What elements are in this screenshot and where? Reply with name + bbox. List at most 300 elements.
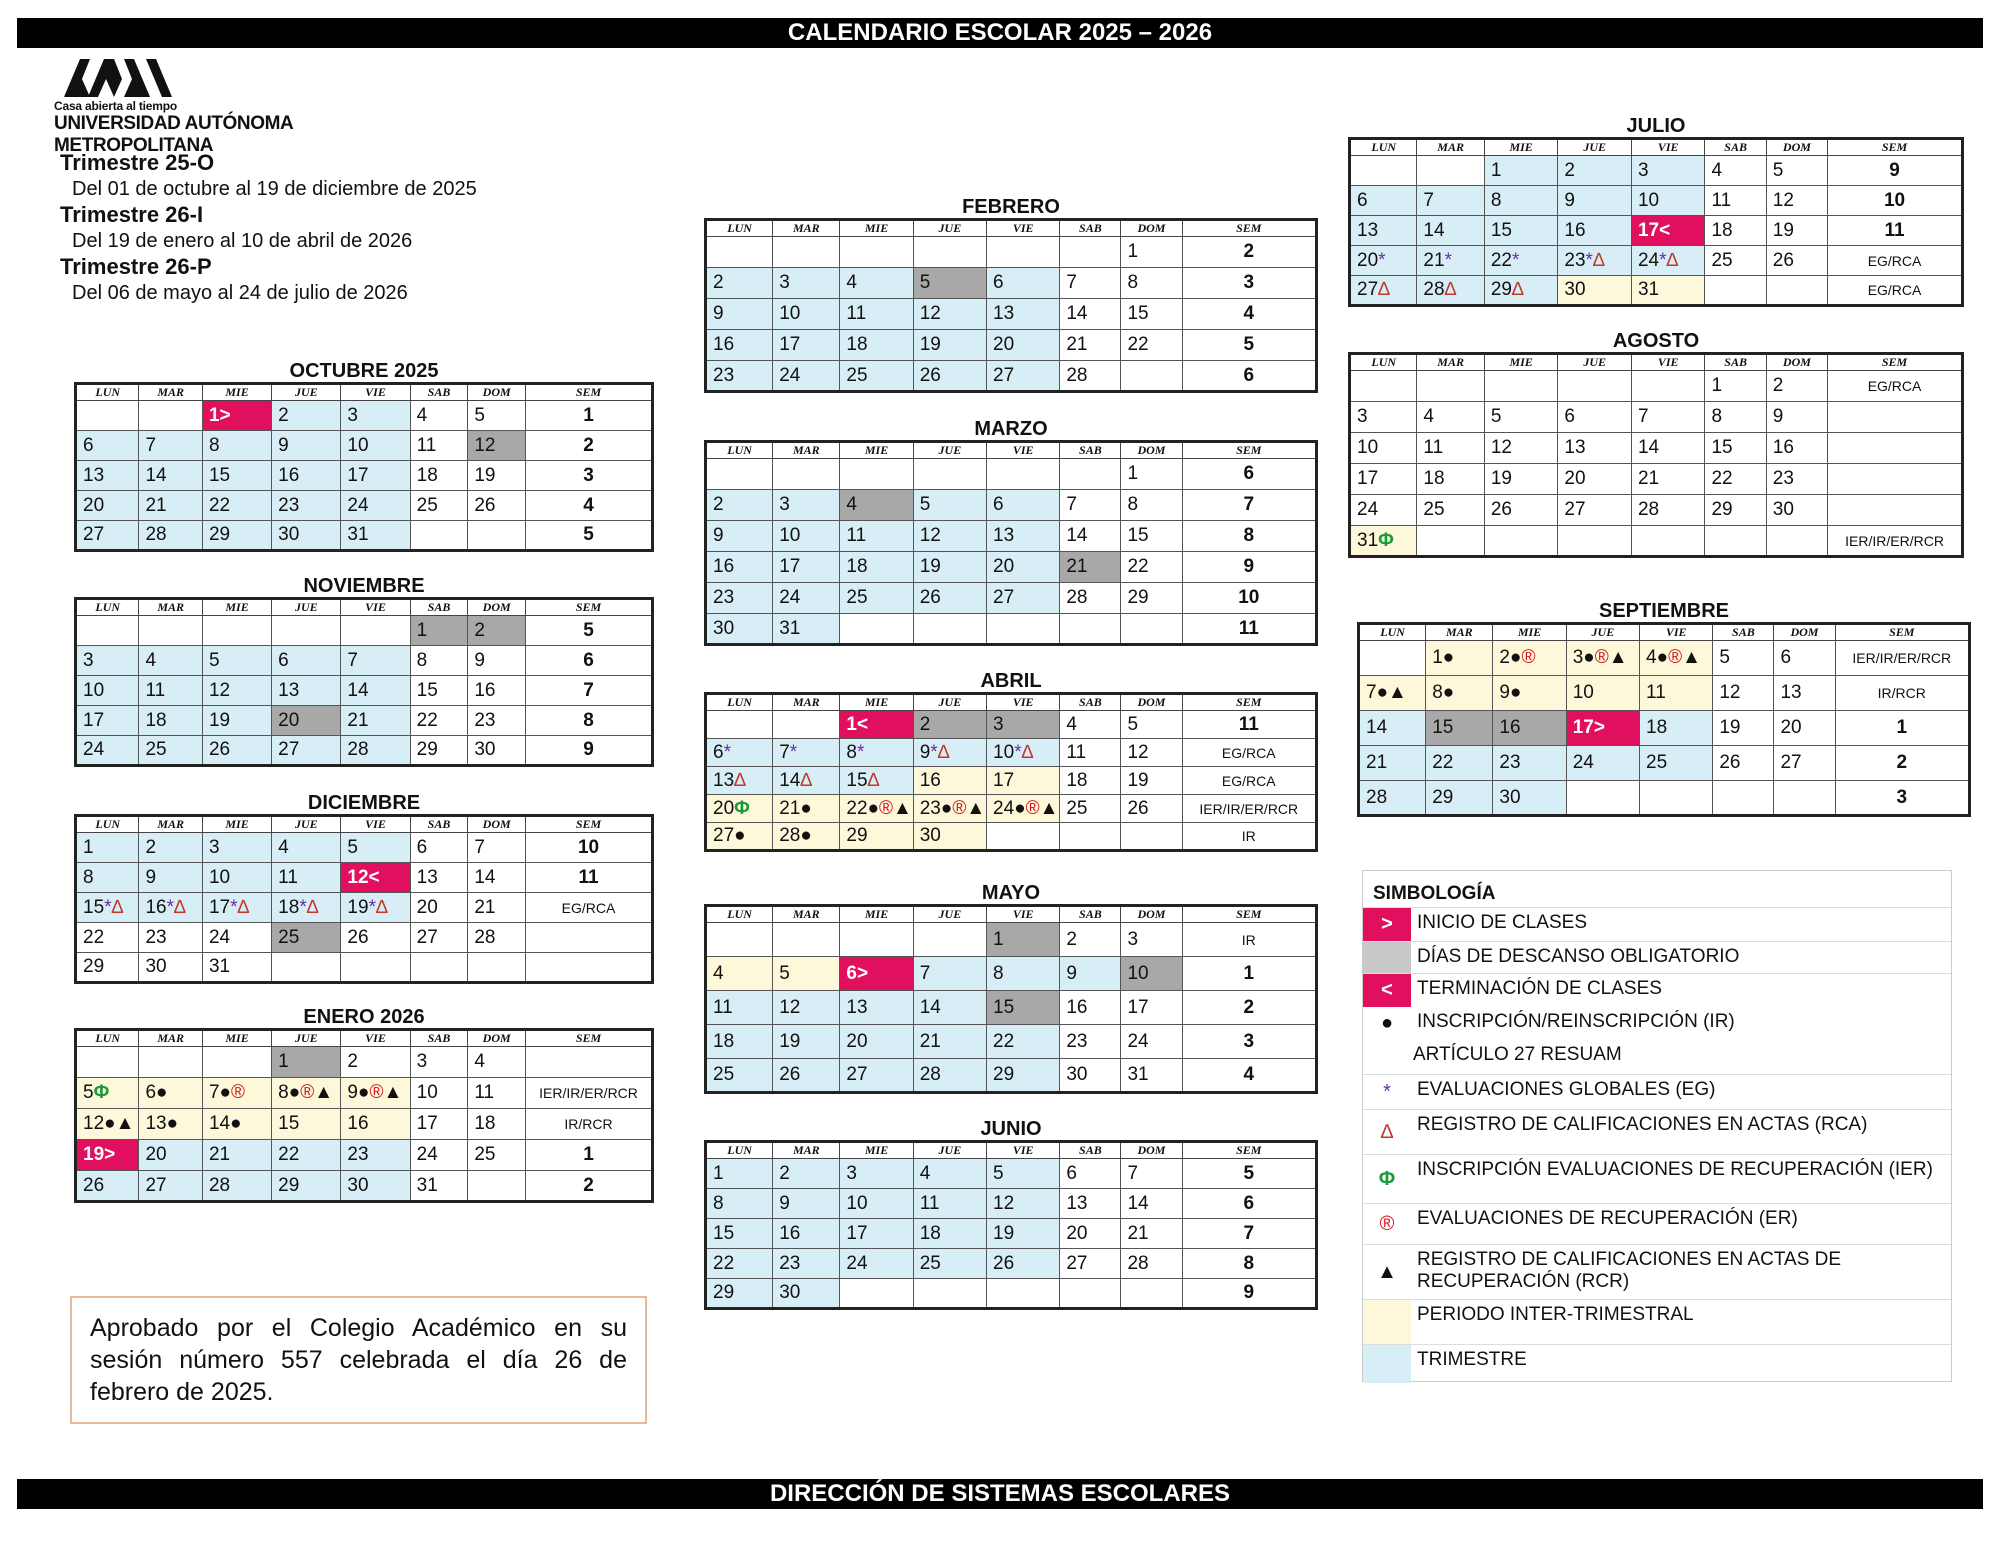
weekday-header: MAR	[773, 906, 840, 923]
day-cell: 16	[773, 1219, 840, 1249]
day-cell: 2	[272, 401, 341, 431]
week-row	[76, 401, 653, 431]
day-cell: 7	[1060, 490, 1121, 521]
legend-label: EVALUACIONES GLOBALES (EG)	[1417, 1079, 1716, 1100]
week-number: 4	[1182, 1059, 1316, 1093]
day-cell: 19	[773, 1025, 840, 1059]
weekday-header: MIE	[1493, 624, 1566, 641]
day-cell: 12	[468, 431, 526, 461]
week-number: EG/RCA	[1828, 276, 1963, 306]
day-cell: 27	[139, 1171, 202, 1202]
day-cell: 13	[840, 991, 913, 1025]
week-number: 10	[1182, 583, 1316, 614]
day-cell: 7	[1121, 1159, 1182, 1189]
day-cell: 27	[76, 521, 139, 551]
day-cell: 28	[1121, 1249, 1182, 1279]
day-cell: 4	[468, 1047, 526, 1078]
day-cell	[773, 237, 840, 268]
day-cell: 10	[773, 299, 840, 330]
week-number: 9	[1182, 1279, 1316, 1309]
day-cell: 21	[1631, 464, 1705, 495]
day-cell: 17<	[1631, 216, 1705, 246]
day-cell: 15	[272, 1109, 341, 1140]
week-row	[706, 795, 1317, 823]
day-cell: 13∆	[706, 767, 773, 795]
weekday-header: LUN	[76, 816, 139, 833]
day-cell: 27	[1060, 1249, 1121, 1279]
weekday-header: MAR	[1417, 354, 1484, 371]
day-cell: 7	[139, 431, 202, 461]
day-cell: 6>	[840, 957, 913, 991]
week-number: 4	[1182, 299, 1316, 330]
day-cell	[773, 459, 840, 490]
day-cell: 23●®▲	[913, 795, 986, 823]
day-cell: 7●▲	[1359, 676, 1426, 711]
week-row	[76, 461, 653, 491]
day-cell: 4	[706, 957, 773, 991]
day-cell: 31	[773, 614, 840, 645]
weekday-header: MIE	[202, 1030, 271, 1047]
month-title: ENERO 2026	[303, 1006, 425, 1028]
week-number: IR/RCR	[526, 1109, 653, 1140]
day-cell: 11	[706, 991, 773, 1025]
day-cell: 13●	[139, 1109, 202, 1140]
week-row	[706, 521, 1317, 552]
day-cell: 12	[773, 991, 840, 1025]
legend-label: INSCRIPCIÓN EVALUACIONES DE RECUPERACIÓN (IER)	[1417, 1159, 1933, 1180]
day-cell: 8	[76, 863, 139, 893]
day-cell: 20	[272, 706, 341, 736]
day-cell: 31	[341, 521, 410, 551]
day-cell: 25	[840, 583, 913, 614]
week-number	[526, 923, 653, 953]
week-row	[706, 268, 1317, 299]
legend-label: INICIO DE CLASES	[1417, 912, 1587, 933]
week-row	[76, 953, 653, 983]
week-row	[706, 957, 1317, 991]
week-row	[76, 1078, 653, 1109]
day-cell: 22	[76, 923, 139, 953]
weekday-header: DOM	[468, 1030, 526, 1047]
day-cell: 25	[139, 736, 202, 766]
day-cell: 24	[1121, 1025, 1182, 1059]
day-cell: 4	[913, 1159, 986, 1189]
weekday-header: SEM	[526, 816, 653, 833]
week-row	[1359, 676, 1970, 711]
day-cell: 22*	[1484, 246, 1558, 276]
day-cell: 8	[410, 646, 468, 676]
calendar-table	[74, 597, 654, 767]
week-row	[706, 767, 1317, 795]
week-row	[706, 361, 1317, 392]
month-title: AGOSTO	[1612, 330, 1700, 352]
weekday-header: SAB	[410, 1030, 468, 1047]
week-number: IER/IR/ER/RCR	[1828, 526, 1963, 557]
week-number: EG/RCA	[526, 893, 653, 923]
day-cell: 29	[1121, 583, 1182, 614]
day-cell: 17	[773, 552, 840, 583]
month-title: JUNIO	[980, 1118, 1042, 1140]
week-row	[706, 1219, 1317, 1249]
week-row	[76, 431, 653, 461]
week-row	[76, 706, 653, 736]
day-cell: 27	[272, 736, 341, 766]
day-cell: 22	[987, 1025, 1060, 1059]
day-cell: 8	[706, 1189, 773, 1219]
day-cell: 1	[272, 1047, 341, 1078]
day-cell	[1766, 276, 1827, 306]
day-cell: 25	[913, 1249, 986, 1279]
day-cell	[1350, 156, 1417, 186]
day-cell: 18	[1640, 711, 1713, 746]
day-cell: 16	[1060, 991, 1121, 1025]
week-row	[76, 616, 653, 646]
weekday-header: SAB	[1060, 694, 1121, 711]
trimester-dates: Del 06 de mayo al 24 de julio de 2026	[72, 282, 408, 304]
day-cell: 15	[1484, 216, 1558, 246]
day-cell	[987, 459, 1060, 490]
day-cell: 17	[987, 767, 1060, 795]
week-row	[76, 676, 653, 706]
weekday-header: JUE	[1558, 139, 1632, 156]
week-number: EG/RCA	[1182, 767, 1316, 795]
day-cell	[840, 237, 913, 268]
day-cell: 8	[1121, 490, 1182, 521]
day-cell: 1	[76, 833, 139, 863]
legend	[1362, 870, 1952, 1382]
month-title: JULIO	[1626, 115, 1686, 137]
day-cell: 4	[410, 401, 468, 431]
day-cell: 25	[468, 1140, 526, 1171]
day-cell: 25	[706, 1059, 773, 1093]
day-cell: 10	[1631, 186, 1705, 216]
day-cell: 16*∆	[139, 893, 202, 923]
day-cell	[1060, 1279, 1121, 1309]
day-cell: 25	[1705, 246, 1766, 276]
day-cell	[1640, 781, 1713, 816]
day-cell: 6	[1060, 1159, 1121, 1189]
day-cell: 4	[1417, 402, 1484, 433]
day-cell: 11	[1060, 739, 1121, 767]
day-cell: 3●®▲	[1566, 641, 1639, 676]
day-cell: 20	[76, 491, 139, 521]
day-cell: 17	[1350, 464, 1417, 495]
day-cell: 1>	[202, 401, 271, 431]
day-cell: 23	[706, 361, 773, 392]
triangle-solid-icon: ▲	[1377, 1260, 1397, 1283]
calendar-table	[1348, 137, 1964, 307]
weekday-header: VIE	[987, 906, 1060, 923]
weekday-header: MAR	[773, 694, 840, 711]
weekday-header: VIE	[987, 1142, 1060, 1159]
day-cell	[1713, 781, 1774, 816]
day-cell: 25	[1640, 746, 1713, 781]
week-row	[706, 1025, 1317, 1059]
day-cell: 27	[987, 361, 1060, 392]
day-cell: 14	[1359, 711, 1426, 746]
day-cell: 7	[1060, 268, 1121, 299]
day-cell: 30	[706, 614, 773, 645]
day-cell: 2	[139, 833, 202, 863]
weekday-header: MAR	[1426, 624, 1493, 641]
day-cell	[840, 614, 913, 645]
day-cell: 17	[773, 330, 840, 361]
week-row	[706, 1059, 1317, 1093]
week-row	[76, 1171, 653, 1202]
day-cell: 3	[987, 711, 1060, 739]
day-cell: 12	[1766, 186, 1827, 216]
legend-label: EVALUACIONES DE RECUPERACIÓN (ER)	[1417, 1208, 1798, 1229]
week-number	[1828, 402, 1963, 433]
day-cell: 21	[468, 893, 526, 923]
weekday-header: JUE	[272, 816, 341, 833]
day-cell: 21*	[1417, 246, 1484, 276]
day-cell: 28	[202, 1171, 271, 1202]
month-title: MARZO	[974, 418, 1048, 440]
weekday-header: SEM	[1182, 1142, 1316, 1159]
day-cell	[706, 923, 773, 957]
day-cell: 11	[1417, 433, 1484, 464]
day-cell	[1121, 1279, 1182, 1309]
day-cell: 4	[1060, 711, 1121, 739]
weekday-header: MIE	[840, 906, 913, 923]
day-cell: 11	[468, 1078, 526, 1109]
day-cell: 16	[1493, 711, 1566, 746]
day-cell	[1558, 526, 1632, 557]
day-cell	[987, 237, 1060, 268]
legend-title: SIMBOLOGÍA	[1373, 883, 1496, 904]
day-cell: 21	[139, 491, 202, 521]
weekday-header: MAR	[773, 442, 840, 459]
uam-logo	[54, 55, 434, 156]
day-cell: 28	[1359, 781, 1426, 816]
day-cell: 23*∆	[1558, 246, 1632, 276]
day-cell	[773, 711, 840, 739]
day-cell: 30	[1558, 276, 1632, 306]
day-cell: 20	[840, 1025, 913, 1059]
day-cell: 14●	[202, 1109, 271, 1140]
week-number: IR/RCR	[1835, 676, 1969, 711]
day-cell: 18*∆	[272, 893, 341, 923]
day-cell: 17	[840, 1219, 913, 1249]
weekday-header: DOM	[1774, 624, 1835, 641]
day-cell: 20*	[1350, 246, 1417, 276]
day-cell: 17	[341, 461, 410, 491]
day-cell: 13	[1558, 433, 1632, 464]
day-cell: 10	[1566, 676, 1639, 711]
day-cell	[272, 616, 341, 646]
day-cell: 1<	[840, 711, 913, 739]
day-cell: 22	[272, 1140, 341, 1171]
week-number: 9	[526, 736, 653, 766]
week-row	[706, 711, 1317, 739]
day-cell: 17	[410, 1109, 468, 1140]
day-cell: 8	[1121, 268, 1182, 299]
day-cell: 15	[202, 461, 271, 491]
day-cell: 23	[139, 923, 202, 953]
day-cell: 23	[1493, 746, 1566, 781]
day-cell: 30	[341, 1171, 410, 1202]
day-cell: 20	[1060, 1219, 1121, 1249]
week-number: EG/RCA	[1182, 739, 1316, 767]
day-cell: 5Φ	[76, 1078, 139, 1109]
month-mayo	[704, 882, 1318, 1094]
day-cell: 14	[1060, 521, 1121, 552]
legend-label: ARTÍCULO 27 RESUAM	[1413, 1044, 1622, 1065]
end-symbol-icon: <	[1363, 974, 1411, 1007]
day-cell: 7	[1631, 402, 1705, 433]
day-cell	[773, 923, 840, 957]
day-cell: 7	[1417, 186, 1484, 216]
legend-label: REGISTRO DE CALIFICACIONES EN ACTAS DE RECUPERACIÓN (RCR)	[1417, 1249, 1842, 1292]
week-row	[76, 646, 653, 676]
day-cell	[1359, 641, 1426, 676]
week-number: 9	[1828, 156, 1963, 186]
day-cell	[706, 237, 773, 268]
day-cell: 11	[272, 863, 341, 893]
week-row	[1359, 641, 1970, 676]
day-cell: 6	[1558, 402, 1632, 433]
week-number: 8	[526, 706, 653, 736]
day-cell	[840, 459, 913, 490]
calendar-table	[704, 218, 1318, 393]
day-cell: 10	[76, 676, 139, 706]
day-cell: 19	[987, 1219, 1060, 1249]
weekday-header: JUE	[913, 906, 986, 923]
weekday-header: MIE	[202, 599, 271, 616]
week-number: 10	[1828, 186, 1963, 216]
legend-label: REGISTRO DE CALIFICACIONES EN ACTAS (RCA)	[1417, 1114, 1868, 1135]
day-cell: 24	[1350, 495, 1417, 526]
week-number: IER/IR/ER/RCR	[1835, 641, 1969, 676]
day-cell: 2	[773, 1159, 840, 1189]
weekday-header: DOM	[1766, 354, 1827, 371]
weekday-header: DOM	[1121, 220, 1182, 237]
day-cell	[76, 616, 139, 646]
day-cell: 6	[1774, 641, 1835, 676]
day-cell: 26	[76, 1171, 139, 1202]
week-row	[1350, 371, 1963, 402]
day-cell: 7*	[773, 739, 840, 767]
day-cell: 25	[1417, 495, 1484, 526]
day-cell: 18	[1060, 767, 1121, 795]
weekday-header: LUN	[706, 906, 773, 923]
day-cell: 20	[139, 1140, 202, 1171]
legend-label: DÍAS DE DESCANSO OBLIGATORIO	[1417, 946, 1740, 967]
weekday-header: MAR	[1417, 139, 1484, 156]
week-number: 8	[1182, 521, 1316, 552]
day-cell: 10	[341, 431, 410, 461]
day-cell: 28	[468, 923, 526, 953]
day-cell: 1	[1484, 156, 1558, 186]
week-number	[1828, 464, 1963, 495]
weekday-header: DOM	[1121, 906, 1182, 923]
week-number: 9	[1182, 552, 1316, 583]
day-cell: 12<	[341, 863, 410, 893]
day-cell	[987, 1279, 1060, 1309]
day-cell: 12●▲	[76, 1109, 139, 1140]
day-cell	[1350, 371, 1417, 402]
day-cell	[202, 616, 271, 646]
day-cell: 21	[1121, 1219, 1182, 1249]
week-row	[1359, 711, 1970, 746]
weekday-header: SAB	[1060, 442, 1121, 459]
day-cell	[1566, 781, 1639, 816]
month-title: SEPTIEMBRE	[1598, 600, 1730, 622]
trimester-dates: Del 19 de enero al 10 de abril de 2026	[72, 230, 413, 252]
day-cell: 10	[1350, 433, 1417, 464]
weekday-header: MIE	[202, 816, 271, 833]
weekday-header: SAB	[1713, 624, 1774, 641]
day-cell: 22	[202, 491, 271, 521]
week-row	[1350, 433, 1963, 464]
day-cell: 29	[410, 736, 468, 766]
day-cell: 28	[1060, 361, 1121, 392]
month-title: NOVIEMBRE	[303, 575, 425, 597]
day-cell: 12	[913, 299, 986, 330]
calendar-table	[74, 1028, 654, 1203]
day-cell: 30	[1493, 781, 1566, 816]
day-cell: 16	[1766, 433, 1827, 464]
week-number: 7	[526, 676, 653, 706]
weekday-header: VIE	[987, 694, 1060, 711]
week-row	[1359, 781, 1970, 816]
week-number	[526, 953, 653, 983]
month-title: MAYO	[981, 882, 1041, 904]
day-cell: 14∆	[773, 767, 840, 795]
day-cell: 15	[410, 676, 468, 706]
day-cell: 28	[913, 1059, 986, 1093]
weekday-header: SEM	[526, 599, 653, 616]
week-row	[706, 552, 1317, 583]
week-row	[1350, 526, 1963, 557]
month-title: OCTUBRE 2025	[289, 360, 439, 382]
week-row	[706, 823, 1317, 851]
day-cell: 30	[468, 736, 526, 766]
day-cell: 10	[410, 1078, 468, 1109]
day-cell: 10*∆	[987, 739, 1060, 767]
month-agosto	[1348, 330, 1964, 558]
day-cell	[468, 521, 526, 551]
phi-icon: Φ	[1378, 1167, 1396, 1190]
day-cell: 14	[913, 991, 986, 1025]
day-cell: 27	[987, 583, 1060, 614]
day-cell: 8	[202, 431, 271, 461]
day-cell: 11	[139, 676, 202, 706]
day-cell	[1631, 526, 1705, 557]
weekday-header: LUN	[706, 1142, 773, 1159]
week-number: 1	[1835, 711, 1969, 746]
week-number: IR	[1182, 823, 1316, 851]
week-number: 10	[526, 833, 653, 863]
day-cell: 10	[202, 863, 271, 893]
day-cell	[76, 1047, 139, 1078]
week-number: 2	[1835, 746, 1969, 781]
day-cell: 1	[706, 1159, 773, 1189]
day-cell: 21	[202, 1140, 271, 1171]
day-cell: 7	[913, 957, 986, 991]
day-cell: 9	[1558, 186, 1632, 216]
logo-tagline: Casa abierta al tiempo	[54, 99, 177, 113]
week-row	[706, 923, 1317, 957]
week-row	[706, 330, 1317, 361]
week-row	[76, 923, 653, 953]
week-row	[706, 583, 1317, 614]
day-cell: 14	[1631, 433, 1705, 464]
calendar-table	[74, 814, 654, 984]
day-cell: 22	[1121, 330, 1182, 361]
month-junio	[704, 1118, 1318, 1310]
